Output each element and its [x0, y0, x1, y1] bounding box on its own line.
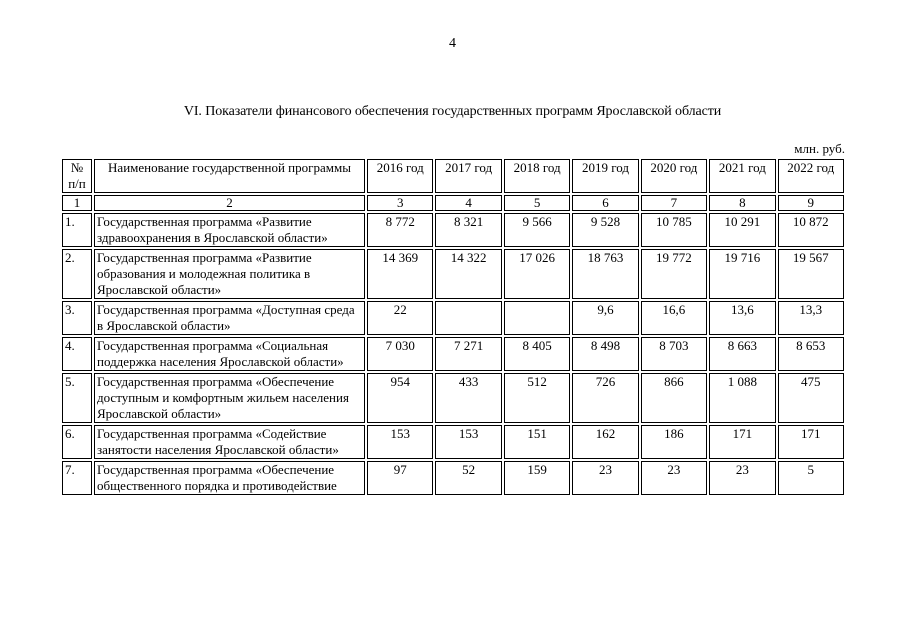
- financial-table: [60, 157, 846, 497]
- value-cell: 14 322: [435, 249, 501, 299]
- value-cell: 22: [367, 301, 433, 335]
- column-number: 9: [778, 195, 844, 211]
- value-cell: 23: [641, 461, 707, 495]
- program-name: Государственная программа «Содействие занятости населения Ярославской области»: [94, 425, 365, 459]
- value-cell: 18 763: [572, 249, 638, 299]
- header-year: 2022 год: [778, 159, 844, 193]
- value-cell: 8 653: [778, 337, 844, 371]
- value-cell: 10 291: [709, 213, 775, 247]
- table-row: [62, 425, 844, 459]
- program-name: Государственная программа «Развитие здравоохранения в Ярославской области»: [94, 213, 365, 247]
- program-name: Государственная программа «Развитие образования и молодежная политика в Ярославской области»: [94, 249, 365, 299]
- value-cell: 13,6: [709, 301, 775, 335]
- row-index: 5.: [62, 373, 92, 423]
- row-index: 4.: [62, 337, 92, 371]
- value-cell: 1 088: [709, 373, 775, 423]
- value-cell: [435, 301, 501, 335]
- value-cell: 17 026: [504, 249, 570, 299]
- column-number: 5: [504, 195, 570, 211]
- program-name: Государственная программа «Социальная поддержка населения Ярославской области»: [94, 337, 365, 371]
- value-cell: 9,6: [572, 301, 638, 335]
- value-cell: 7 030: [367, 337, 433, 371]
- header-year: 2021 год: [709, 159, 775, 193]
- column-number: 7: [641, 195, 707, 211]
- units-label: млн. руб.: [794, 141, 845, 156]
- value-cell: 8 703: [641, 337, 707, 371]
- column-number-row: [62, 195, 844, 211]
- table-row: [62, 461, 844, 495]
- column-number: 6: [572, 195, 638, 211]
- program-name: Государственная программа «Доступная среда в Ярославской области»: [94, 301, 365, 335]
- table-row: [62, 301, 844, 335]
- value-cell: 162: [572, 425, 638, 459]
- value-cell: 16,6: [641, 301, 707, 335]
- value-cell: 151: [504, 425, 570, 459]
- header-year: 2020 год: [641, 159, 707, 193]
- value-cell: 954: [367, 373, 433, 423]
- column-number: 3: [367, 195, 433, 211]
- value-cell: 475: [778, 373, 844, 423]
- value-cell: 19 567: [778, 249, 844, 299]
- value-cell: 97: [367, 461, 433, 495]
- header-year: 2018 год: [504, 159, 570, 193]
- row-index: 1.: [62, 213, 92, 247]
- table-row: [62, 213, 844, 247]
- row-index: 3.: [62, 301, 92, 335]
- column-number: 2: [94, 195, 365, 211]
- value-cell: 512: [504, 373, 570, 423]
- header-name: Наименование государственной программы: [94, 159, 365, 193]
- page-number: 4: [449, 36, 456, 51]
- row-index: 6.: [62, 425, 92, 459]
- value-cell: 19 716: [709, 249, 775, 299]
- value-cell: 8 498: [572, 337, 638, 371]
- row-index: 2.: [62, 249, 92, 299]
- value-cell: 13,3: [778, 301, 844, 335]
- value-cell: 159: [504, 461, 570, 495]
- header-row: [62, 159, 844, 193]
- header-year: 2017 год: [435, 159, 501, 193]
- value-cell: 8 405: [504, 337, 570, 371]
- row-index: 7.: [62, 461, 92, 495]
- header-year: 2019 год: [572, 159, 638, 193]
- program-name: Государственная программа «Обеспечение общественного порядка и противодействие: [94, 461, 365, 495]
- value-cell: 171: [778, 425, 844, 459]
- value-cell: 10 785: [641, 213, 707, 247]
- value-cell: 726: [572, 373, 638, 423]
- value-cell: [504, 301, 570, 335]
- column-number: 1: [62, 195, 92, 211]
- table-row: [62, 249, 844, 299]
- value-cell: 23: [709, 461, 775, 495]
- table-row: [62, 373, 844, 423]
- table-row: [62, 337, 844, 371]
- value-cell: 866: [641, 373, 707, 423]
- value-cell: 153: [367, 425, 433, 459]
- value-cell: 8 772: [367, 213, 433, 247]
- value-cell: 19 772: [641, 249, 707, 299]
- header-year: 2016 год: [367, 159, 433, 193]
- value-cell: 23: [572, 461, 638, 495]
- value-cell: 8 663: [709, 337, 775, 371]
- column-number: 4: [435, 195, 501, 211]
- document-title: VI. Показатели финансового обеспечения государственных программ Ярославской области: [183, 104, 722, 119]
- program-name: Государственная программа «Обеспечение доступным и комфортным жильем населения Ярославской области»: [94, 373, 365, 423]
- value-cell: 10 872: [778, 213, 844, 247]
- header-idx: № п/п: [62, 159, 92, 193]
- value-cell: 9 566: [504, 213, 570, 247]
- value-cell: 171: [709, 425, 775, 459]
- value-cell: 186: [641, 425, 707, 459]
- value-cell: 14 369: [367, 249, 433, 299]
- value-cell: 52: [435, 461, 501, 495]
- value-cell: 9 528: [572, 213, 638, 247]
- value-cell: 5: [778, 461, 844, 495]
- column-number: 8: [709, 195, 775, 211]
- value-cell: 7 271: [435, 337, 501, 371]
- value-cell: 433: [435, 373, 501, 423]
- value-cell: 8 321: [435, 213, 501, 247]
- value-cell: 153: [435, 425, 501, 459]
